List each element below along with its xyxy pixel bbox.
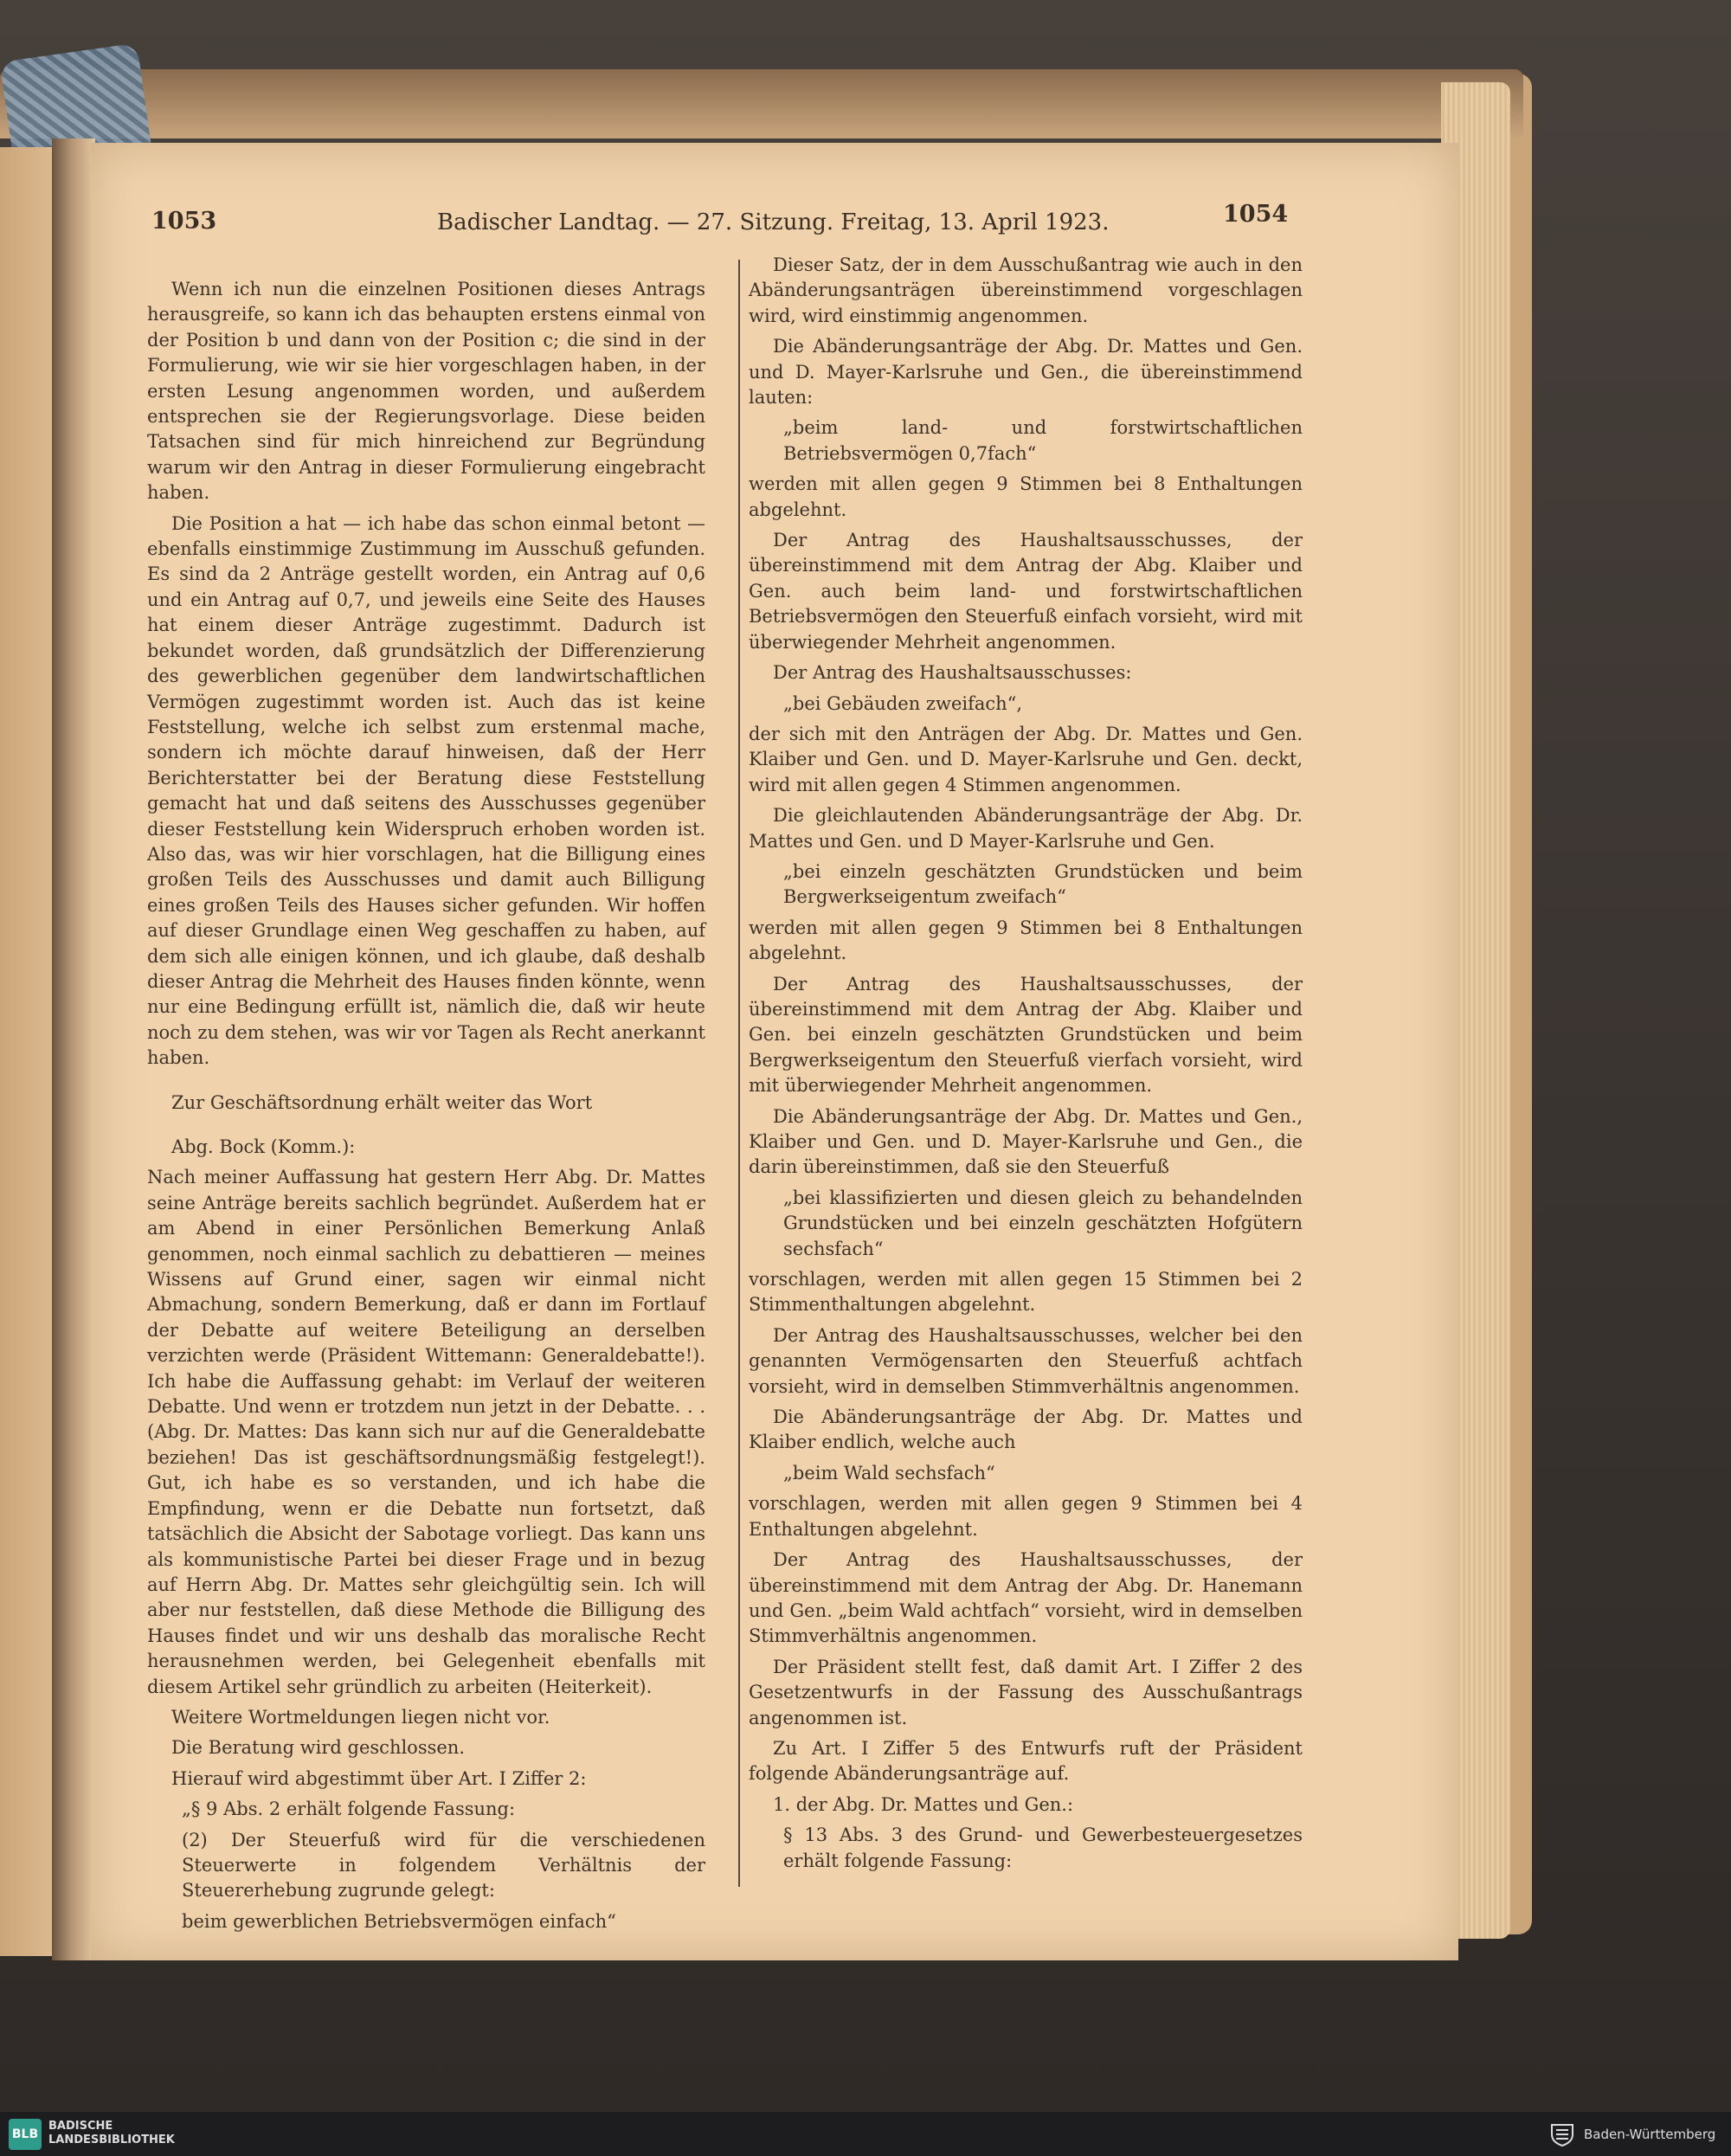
left-column: [147, 277, 705, 1940]
book-gutter: [52, 138, 95, 1960]
paragraph: Zur Geschäftsordnung erhält weiter das Wort: [171, 1091, 593, 1113]
column-divider: [738, 260, 740, 1887]
paragraph: Dieser Satz, der in dem Ausschußantrag wie auch in den Abänderungsanträgen übereinstimmend vorgeschlagen wird, wird einstimmig angenommen.: [749, 254, 1303, 326]
left-page-number: 1053: [151, 208, 217, 235]
blb-logo-icon[interactable]: BLB: [9, 2119, 42, 2150]
paragraph: werden mit allen gegen 9 Stimmen bei 8 Enthaltungen abgelehnt.: [749, 473, 1303, 520]
paragraph: Weitere Wortmeldungen liegen nicht vor.: [171, 1706, 550, 1728]
speaker-label: Abg. Bock (Komm.):: [171, 1136, 356, 1157]
right-page-number: 1054: [1223, 201, 1289, 228]
paragraph: Der Antrag des Haushaltsausschusses, welcher bei den genannten Vermögensarten den Steuerfuß achtfach vorsieht, wird in demselben Stimmverhältnis angenommen.: [749, 1324, 1303, 1397]
paragraph: Die Abänderungsanträge der Abg. Dr. Mattes und Klaiber endlich, welche auch: [749, 1406, 1303, 1453]
paragraph: beim gewerblichen Betriebsvermögen einfach“: [182, 1910, 616, 1932]
paragraph: Zu Art. I Ziffer 5 des Entwurfs ruft der Präsident folgende Abänderungsanträge auf.: [749, 1737, 1303, 1785]
paragraph: Hierauf wird abgestimmt über Art. I Ziffer 2:: [171, 1767, 587, 1789]
library-name-line1: BADISCHE: [48, 2120, 113, 2133]
right-column: [749, 253, 1303, 1879]
paragraph: Der Antrag des Haushaltsausschusses, der übereinstimmend mit dem Antrag der Abg. Klaiber und Gen. auch beim land- und forstwirtschaftlichen Betriebsvermögen den Steuerfuß einfach vorsieht, wird mit überwiegender Mehrheit angenommen.: [749, 530, 1303, 653]
library-name-line2: LANDESBIBLIOTHEK: [48, 2133, 175, 2146]
paragraph: „beim land- und forstwirtschaftlichen Betriebsvermögen 0,7fach“: [783, 417, 1303, 464]
paragraph: Die Beratung wird geschlossen.: [171, 1737, 466, 1759]
paragraph: vorschlagen, werden mit allen gegen 15 Stimmen bei 2 Stimmenthaltungen abgelehnt.: [749, 1269, 1303, 1316]
paragraph: „beim Wald sechsfach“: [783, 1462, 995, 1483]
paragraph: Die Abänderungsanträge der Abg. Dr. Mattes und Gen. und D. Mayer-Karlsruhe und Gen., die übereinstimmend lauten:: [749, 336, 1303, 409]
left-page-edge: [0, 147, 52, 1956]
book-top-edge: [0, 69, 1523, 138]
state-coat-of-arms-icon[interactable]: [1549, 2122, 1575, 2146]
footer-bar: [0, 2112, 1731, 2156]
paragraph: Wenn ich nun die einzelnen Positionen dieses Antrags herausgreife, so kann ich das behaupten erstens einmal von der Position b und dann von der Position c; die sind in der Formulierung, wie wir sie hier vorgeschlagen haben, in der ersten Lesung angenommen worden, und außerdem entsprechen sie der Regierungsvorlage. Diese beiden Tatsachen sind für mich hinreichend zur Begründung warum wir den Antrag in dieser Formulierung eingebracht haben.: [147, 279, 705, 504]
paragraph: Die Abänderungsanträge der Abg. Dr. Mattes und Gen., Klaiber und Gen. und D. Mayer-Karlsruhe und Gen., die darin übereinstimmen, daß sie den Steuerfuß: [749, 1105, 1303, 1178]
paragraph: § 13 Abs. 3 des Grund- und Gewerbesteuergesetzes erhält folgende Fassung:: [783, 1825, 1303, 1871]
paragraph: Der Präsident stellt fest, daß damit Art. I Ziffer 2 des Gesetzentwurfs in der Fassung des Ausschußantrags angenommen ist.: [749, 1656, 1303, 1728]
paragraph: Der Antrag des Haushaltsausschusses:: [773, 662, 1132, 684]
paragraph: der sich mit den Anträgen der Abg. Dr. Mattes und Gen. Klaiber und Gen. und D. Mayer-Karlsruhe und Gen. deckt, wird mit allen gegen 4 Stimmen angenommen.: [749, 723, 1303, 795]
paragraph: (2) Der Steuerfuß wird für die verschiedenen Steuerwerte in folgendem Verhältnis der Steuererhebung zugrunde gelegt:: [182, 1829, 705, 1902]
running-title: Badischer Landtag. — 27. Sitzung. Freitag, 13. April 1923.: [437, 209, 1110, 235]
paragraph: werden mit allen gegen 9 Stimmen bei 8 Enthaltungen abgelehnt.: [749, 917, 1303, 964]
paragraph: vorschlagen, werden mit allen gegen 9 Stimmen bei 4 Enthaltungen abgelehnt.: [749, 1493, 1303, 1540]
paragraph: 1. der Abg. Dr. Mattes und Gen.:: [773, 1793, 1074, 1815]
paragraph: Nach meiner Auffassung hat gestern Herr Abg. Dr. Mattes seine Anträge bereits sachlich begründet. Außerdem hat er am Abend in einer Persönlichen Bemerkung Anlaß genommen, noch einmal sachlich zu debattieren — meines Wissens auf Grund einer, sagen wir einmal nicht Abmachung, sondern Bemerkung, daß er dann im Fortlauf der Debatte auf weitere Beteiligung an derselben verzichten werde (Präsident Wittemann: Generaldebatte!). Ich habe die Auffassung gehabt: im Verlauf der weiteren Debatte. Und wenn er trotzdem nun jetzt in der Debatte. . . (Abg. Dr. Mattes: Das kann sich nur auf die Generaldebatte beziehen! Das ist geschäftsordnungsmäßig festgelegt!). Gut, ich habe es so verstanden, und ich habe die Empfindung, wenn er die Debatte nun fortsetzt, daß tatsächlich die Absicht der Sabotage vorliegt. Das kann uns als kommunistische Partei bei dieser Frage und in bezug auf Herrn Abg. Dr. Mattes sehr gleichgültig sein. Ich will aber nur feststellen, daß diese Methode die Billigung des Hauses findet und wir uns deshalb das moralische Recht herausnehmen werden, bei Gelegenheit ebenfalls mit diesem Artikel sehr gründlich zu arbeiten (Heiterkeit).: [147, 1167, 705, 1697]
paragraph: Der Antrag des Haushaltsausschusses, der übereinstimmend mit dem Antrag der Abg. Dr. Hanemann und Gen. „beim Wald achtfach“ vorsieht, wird in demselben Stimmverhältnis angenommen.: [749, 1549, 1303, 1647]
paragraph: Die gleichlautenden Abänderungsanträge der Abg. Dr. Mattes und Gen. und D Mayer-Karlsruhe und Gen.: [749, 805, 1303, 852]
library-name[interactable]: [48, 2120, 175, 2147]
paragraph: „bei klassifizierten und diesen gleich zu behandelnden Grundstücken und bei einzeln geschätzten Hofgütern sechsfach“: [783, 1187, 1303, 1259]
paragraph: „§ 9 Abs. 2 erhält folgende Fassung:: [182, 1799, 516, 1820]
paragraph: Die Position a hat — ich habe das schon einmal betont — ebenfalls einstimmige Zustimmung im Ausschuß gefunden. Es sind da 2 Anträge gestellt worden, ein Antrag auf 0,6 und ein Antrag auf 0,7, und jeweils eine Seite des Hauses hat einem dieser Anträge zugestimmt. Dadurch ist bekundet worden, daß grundsätzlich der Differenzierung des gewerblichen gegenüber dem landwirtschaftlichen Vermögen zugestimmt worden ist. Auch das ist keine Feststellung, welche ich selbst zum erstenmal mache, sondern ich möchte darauf hinweisen, daß der Herr Berichterstatter bei der Beratung diese Feststellung gemacht hat und daß seitens des Ausschusses gegenüber dieser Feststellung kein Widerspruch erhoben worden ist. Also das, was wir hier vorschlagen, hat die Billigung eines großen Teils des Ausschusses und damit auch Billigung eines großen Teils des Hauses sicher gefunden. Wir hoffen auf dieser Grundlage einen Weg geschaffen zu haben, auf dem sich alle einigen können, und ich glaube, daß deshalb dieser Antrag die Mehrheit des Hauses finden könnte, wenn nur eine Bedingung erfüllt ist, nämlich die, daß wir heute noch zu dem stehen, was wir vor Tagen als Recht anerkannt haben.: [147, 512, 705, 1069]
state-name[interactable]: Baden-Württemberg: [1584, 2127, 1716, 2142]
paragraph: Der Antrag des Haushaltsausschusses, der übereinstimmend mit dem Antrag der Abg. Klaiber und Gen. bei einzeln geschätzten Grundstücken und beim Bergwerkseigentum den Steuerfuß vierfach vorsieht, wird mit überwiegender Mehrheit angenommen.: [749, 973, 1303, 1097]
paragraph: „bei einzeln geschätzten Grundstücken und beim Bergwerkseigentum zweifach“: [783, 860, 1303, 908]
paragraph: „bei Gebäuden zweifach“,: [783, 692, 1023, 714]
